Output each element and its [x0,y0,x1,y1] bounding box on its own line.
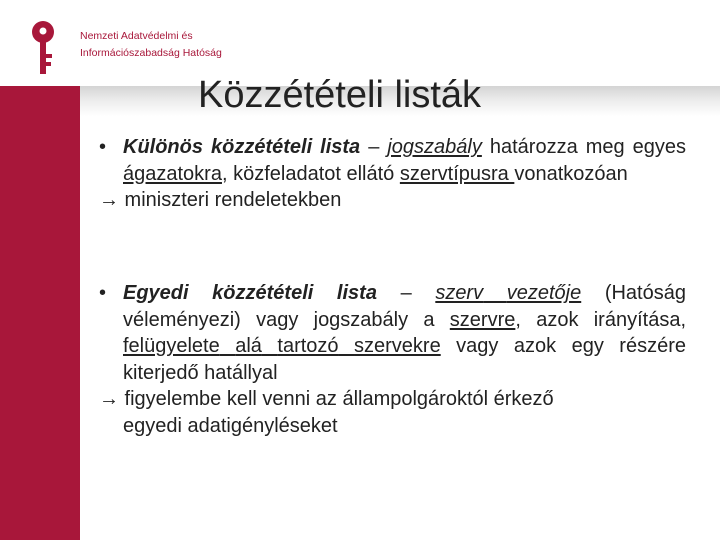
term-egyedi: Egyedi közzétételi lista [123,282,377,304]
key-icon [28,20,58,76]
arrow-symbol: → [99,388,119,410]
space [262,335,277,357]
space [220,335,235,357]
link-szervekre: szervekre [354,335,441,357]
text: vonatkozóan [514,162,628,185]
text: vagy azok egy részére kiterjedő hatállyal [123,335,686,384]
link-szervre: szervre [449,308,516,331]
text: , azok irányítása, [515,308,686,331]
space [483,282,507,304]
link-felugyelete: felügyelete [123,335,220,357]
link-jogszabaly: jogszabály [387,136,482,158]
bullet-dot: • [99,136,107,158]
text: határozza meg egyes [481,136,687,158]
bullet-kulonos-lista [99,134,686,214]
logo-line-1: Nemzeti Adatvédelmi és [80,30,193,42]
bullet-text [99,280,686,386]
link-tartozo: tartozó [277,335,339,357]
bullet-dot: • [99,282,107,304]
term-kulonos: Különös közzétételi lista [123,136,361,158]
text: , közfeladatot ellátó [221,162,400,185]
arrow-line [99,386,686,413]
text: (Hatóság véleményezi) vagy jogszabály a [123,282,686,331]
dash: – [360,136,388,158]
link-ala: alá [235,335,262,357]
arrow-line-cont: egyedi adatigényléseket [123,414,338,437]
link-szerv: szerv [435,282,484,304]
bullet-text [99,134,686,187]
arrow-text: figyelembe kell venni az állampolgároktól érkező [119,388,554,410]
left-sidebar-bar [0,86,80,540]
link-vezetoje: vezetője [506,282,582,304]
link-agazatokra: ágazatokra [123,162,222,185]
arrow-symbol: → [99,189,119,211]
logo-line-2: Információszabadság Hatóság [80,47,222,59]
logo-wordmark [80,28,222,62]
page-title: Közzétételi listák [198,74,482,116]
bullet-egyedi-lista [99,280,686,439]
link-szervtipusra: szervtípusra [399,162,515,185]
space [339,335,354,357]
arrow-line [99,187,686,214]
arrow-text: miniszteri rendeletekben [119,189,342,211]
dash: – [376,282,436,304]
